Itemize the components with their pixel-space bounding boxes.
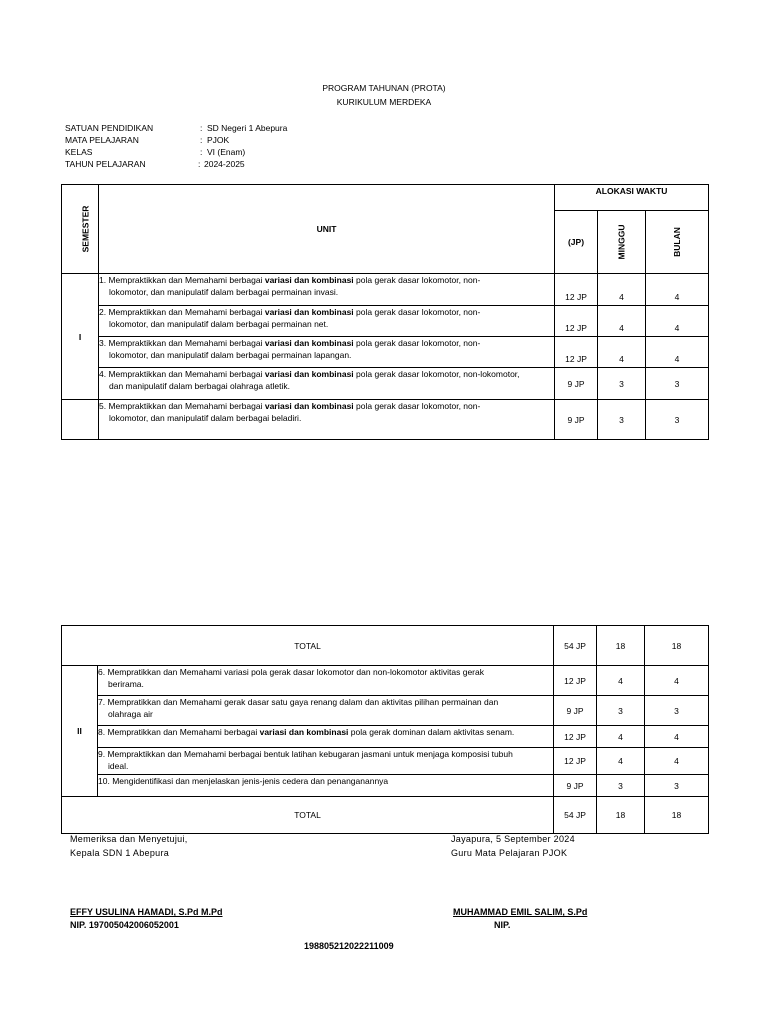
table-row xyxy=(62,337,709,368)
info-label: KELAS xyxy=(65,147,93,157)
table-row xyxy=(62,400,709,440)
total-bulan: 18 xyxy=(645,797,709,834)
total-bulan: 18 xyxy=(645,626,709,666)
bulan-header: BULAN xyxy=(672,227,683,257)
minggu-cell: 4 xyxy=(598,306,646,337)
unit-text-cont: olahraga air xyxy=(108,708,153,719)
unit-cell xyxy=(99,274,555,306)
unit-number: 4. xyxy=(99,369,107,379)
unit-number: 6. xyxy=(98,667,106,677)
total-row xyxy=(62,626,709,666)
unit-number: 5. xyxy=(99,401,107,411)
total-jp: 54 JP xyxy=(554,626,597,666)
table-row xyxy=(62,368,709,400)
unit-text-pre: Mempratikkan dan Memahami berbagai xyxy=(105,727,260,737)
principal-nip: NIP. 197005042006052001 xyxy=(70,920,179,930)
jp-cell: 12 JP xyxy=(555,337,598,368)
info-row-mapel xyxy=(65,135,385,147)
unit-text-pre: Mempraktikkan dan Memahami berbagai bentuk latihan kebugaran jasmani untuk menjaga komposisi tubuh xyxy=(105,749,513,759)
bulan-cell: 4 xyxy=(646,306,709,337)
jp-cell: 12 JP xyxy=(554,748,597,775)
unit-cell xyxy=(98,666,554,696)
unit-text-pre: Mempraktikkan dan Memahami berbagai xyxy=(106,307,265,317)
info-label: SATUAN PENDIDIKAN xyxy=(65,123,154,133)
alokasi-waktu-header: ALOKASI WAKTU xyxy=(555,185,709,211)
document-title: PROGRAM TAHUNAN (PROTA) xyxy=(322,83,446,93)
info-row-kelas xyxy=(65,147,385,159)
info-separator: : xyxy=(200,147,203,157)
info-label: TAHUN PELAJARAN xyxy=(65,159,146,169)
bulan-cell: 4 xyxy=(645,748,709,775)
unit-text-pre: Mempraktikkan dan Memahami berbagai xyxy=(106,401,265,411)
unit-cell xyxy=(99,400,555,440)
unit-text-cont: ideal. xyxy=(108,760,129,771)
total-label: TOTAL xyxy=(62,797,554,834)
unit-cell xyxy=(99,306,555,337)
jp-cell: 9 JP xyxy=(554,775,597,797)
document-subtitle: KURIKULUM MERDEKA xyxy=(336,97,432,107)
table-row xyxy=(62,696,709,726)
bulan-cell: 3 xyxy=(645,696,709,726)
unit-text-cont: lokomotor, dan manipulatif dalam berbagai permainan net. xyxy=(109,318,329,329)
info-row-satuan xyxy=(65,123,385,135)
minggu-cell: 3 xyxy=(598,400,646,440)
semester-header: SEMESTER xyxy=(80,205,91,253)
unit-text-cont: dan manipulatif dalam berbagai olahraga atletik. xyxy=(109,380,290,391)
minggu-cell: 4 xyxy=(598,274,646,306)
teacher-nip-label: NIP. xyxy=(494,920,511,930)
semester-cell: I xyxy=(62,274,99,400)
minggu-cell: 3 xyxy=(597,696,645,726)
bulan-cell: 4 xyxy=(646,274,709,306)
total-row xyxy=(62,797,709,834)
jp-cell: 9 JP xyxy=(555,368,598,400)
unit-text-pre: Mengidentifikasi dan menjelaskan jenis-jenis cedera dan penanganannya xyxy=(109,776,389,786)
unit-text-post: pola gerak dominan dalam aktivitas senam. xyxy=(348,727,515,737)
unit-text-bold: variasi dan kombinasi xyxy=(264,401,354,411)
info-separator: : xyxy=(200,135,203,145)
minggu-header-cell xyxy=(598,211,646,274)
unit-cell xyxy=(98,696,554,726)
unit-number: 7. xyxy=(98,697,106,707)
prota-table-semester-1 xyxy=(61,184,709,440)
unit-text-cont: lokomotor, dan manipulatif dalam berbagai permainan invasi. xyxy=(109,286,339,297)
info-value: VI (Enam) xyxy=(207,147,246,157)
total-label: TOTAL xyxy=(62,626,554,666)
unit-cell xyxy=(98,726,554,748)
jp-cell: 9 JP xyxy=(555,400,598,440)
minggu-cell: 4 xyxy=(597,726,645,748)
info-value: SD Negeri 1 Abepura xyxy=(207,123,288,133)
minggu-cell: 4 xyxy=(597,748,645,775)
unit-text-pre: Mempratikkan dan Memahami variasi pola gerak dasar lokomotor dan non-lokomotor aktivitas gerak xyxy=(105,667,484,677)
unit-number: 9. xyxy=(98,749,106,759)
teacher-name: MUHAMMAD EMIL SALIM, S.Pd xyxy=(453,907,588,917)
teacher-nip-number: 198805212022211009 xyxy=(304,941,394,951)
semester-cell: II xyxy=(62,666,98,797)
table-row xyxy=(62,726,709,748)
prota-table-semester-2 xyxy=(61,625,709,834)
bulan-cell: 4 xyxy=(646,337,709,368)
jp-cell: 12 JP xyxy=(554,726,597,748)
bulan-cell: 4 xyxy=(645,666,709,696)
unit-number: 1. xyxy=(99,275,107,285)
semester-header-cell xyxy=(62,185,99,274)
unit-text-bold: variasi dan kombinasi xyxy=(264,307,354,317)
bulan-cell: 4 xyxy=(645,726,709,748)
jp-cell: 9 JP xyxy=(554,696,597,726)
unit-text-pre: Mempraktikkan dan Memahami berbagai xyxy=(106,338,265,348)
unit-cell xyxy=(98,748,554,775)
table-row xyxy=(62,775,709,797)
table-row xyxy=(62,666,709,696)
bulan-cell: 3 xyxy=(646,368,709,400)
unit-number: 8. xyxy=(98,727,106,737)
approval-text: Memeriksa dan Menyetujui, xyxy=(70,834,188,844)
minggu-header: MINGGU xyxy=(616,224,627,260)
total-jp: 54 JP xyxy=(554,797,597,834)
principal-title: Kepala SDN 1 Abepura xyxy=(70,848,170,858)
bulan-header-cell xyxy=(646,211,709,274)
minggu-cell: 3 xyxy=(597,775,645,797)
unit-header: UNIT xyxy=(99,185,555,274)
info-separator: : xyxy=(198,159,201,169)
bulan-cell: 3 xyxy=(645,775,709,797)
unit-text-post: pola gerak dasar lokomotor, non- xyxy=(353,401,481,411)
unit-text-bold: variasi dan kombinasi xyxy=(259,727,349,737)
unit-text-bold: variasi dan kombinasi xyxy=(264,275,354,285)
table-row xyxy=(62,748,709,775)
unit-text-pre: Mempraktikkan dan Memahami berbagai xyxy=(106,369,265,379)
unit-text-post: pola gerak dasar lokomotor, non- xyxy=(353,275,481,285)
unit-number: 3. xyxy=(99,338,107,348)
unit-text-bold: variasi dan kombinasi xyxy=(264,369,354,379)
jp-header: (JP) xyxy=(555,211,598,274)
unit-text-post: pola gerak dasar lokomotor, non- xyxy=(353,338,481,348)
info-value: 2024-2025 xyxy=(204,159,245,169)
jp-cell: 12 JP xyxy=(555,274,598,306)
table-row xyxy=(62,306,709,337)
total-minggu: 18 xyxy=(597,797,645,834)
unit-number: 2. xyxy=(99,307,107,317)
unit-text-pre: Mempratikkan dan Memahami gerak dasar satu gaya renang dalam dan aktivitas pilihan permainan dan xyxy=(105,697,499,707)
unit-text-cont: berirama. xyxy=(108,678,144,689)
place-date: Jayapura, 5 September 2024 xyxy=(451,834,575,844)
unit-cell xyxy=(99,368,555,400)
table-row xyxy=(62,274,709,306)
unit-cell xyxy=(99,337,555,368)
semester-cell-empty xyxy=(62,400,99,440)
jp-cell: 12 JP xyxy=(554,666,597,696)
principal-name: EFFY USULINA HAMADI, S.Pd M.Pd xyxy=(70,907,223,917)
bulan-cell: 3 xyxy=(646,400,709,440)
minggu-cell: 4 xyxy=(598,337,646,368)
unit-cell xyxy=(98,775,554,797)
unit-text-bold: variasi dan kombinasi xyxy=(264,338,354,348)
info-row-tahun xyxy=(65,159,385,171)
unit-text-pre: Mempraktikkan dan Memahami berbagai xyxy=(106,275,265,285)
jp-cell: 12 JP xyxy=(555,306,598,337)
info-separator: : xyxy=(200,123,203,133)
minggu-cell: 4 xyxy=(597,666,645,696)
minggu-cell: 3 xyxy=(598,368,646,400)
teacher-title: Guru Mata Pelajaran PJOK xyxy=(451,848,568,858)
unit-number: 10. xyxy=(98,776,110,786)
unit-text-post: pola gerak dasar lokomotor, non- xyxy=(353,307,481,317)
unit-text-cont: lokomotor, dan manipulatif dalam berbagai permainan lapangan. xyxy=(109,349,352,360)
total-minggu: 18 xyxy=(597,626,645,666)
unit-text-post: pola gerak dasar lokomotor, non-lokomotor, xyxy=(353,369,520,379)
info-label: MATA PELAJARAN xyxy=(65,135,139,145)
info-value: PJOK xyxy=(207,135,230,145)
unit-text-cont: lokomotor, dan manipulatif dalam berbagai beladiri. xyxy=(109,412,302,423)
